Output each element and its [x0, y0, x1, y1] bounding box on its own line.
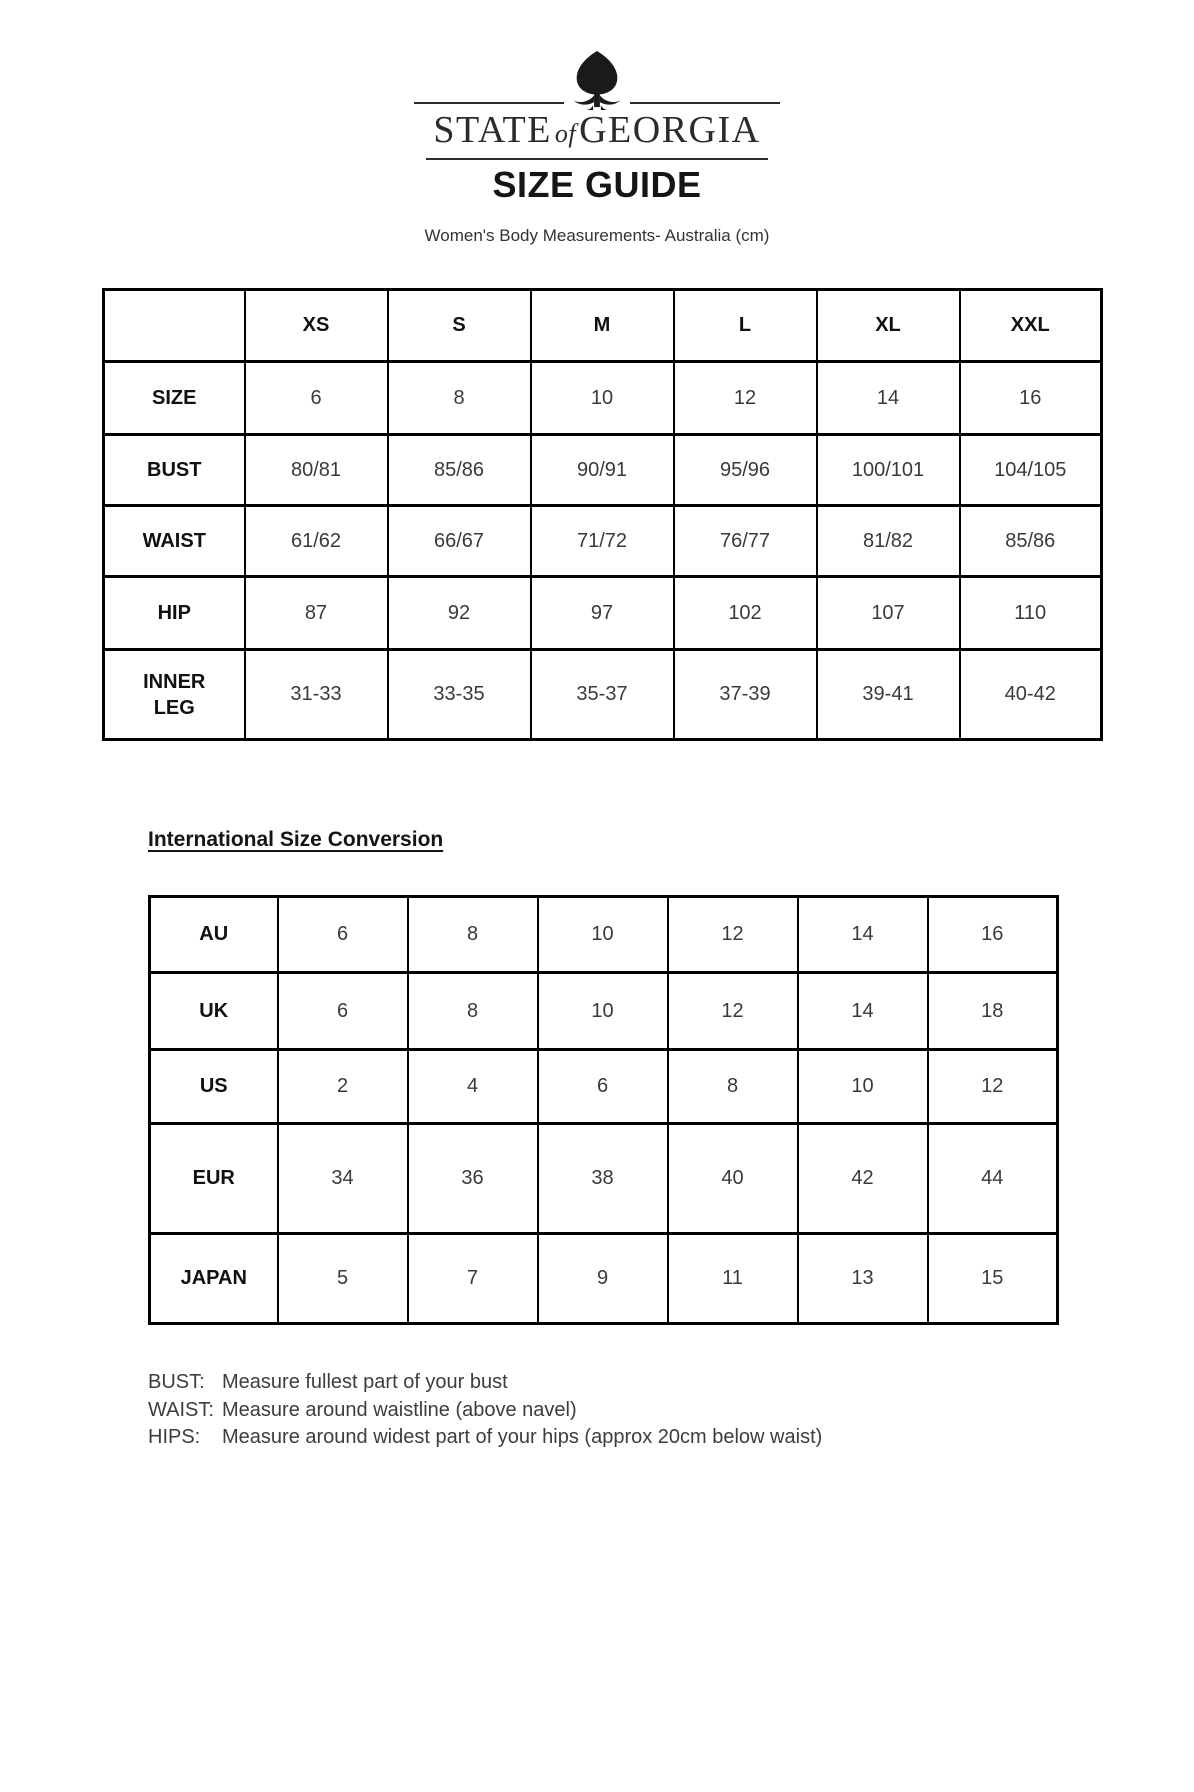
- table-cell: 12: [674, 362, 817, 435]
- table-cell: 14: [798, 973, 928, 1050]
- table-cell: 12: [668, 897, 798, 973]
- table-cell: 6: [278, 973, 408, 1050]
- table-cell: 7: [408, 1234, 538, 1324]
- table-cell: 8: [388, 362, 531, 435]
- table-cell: 42: [798, 1124, 928, 1234]
- table-cell: 80/81: [245, 435, 388, 506]
- table-row-eur: [150, 1124, 1058, 1234]
- table-cell: 44: [928, 1124, 1058, 1234]
- page-subtitle: Women's Body Measurements- Australia (cm): [424, 226, 770, 245]
- table-cell: 8: [668, 1050, 798, 1124]
- table-cell: 71/72: [531, 506, 674, 577]
- brand-logo: [414, 50, 780, 168]
- table-cell: 85/86: [388, 435, 531, 506]
- row-label-waist: WAIST: [104, 506, 245, 577]
- oak-tree-icon: [568, 50, 626, 112]
- table-cell: 34: [278, 1124, 408, 1234]
- table-row-hip: [104, 577, 1102, 650]
- note-row-bust: [148, 1369, 822, 1397]
- measuring-notes: [148, 1369, 822, 1452]
- brand-wordmark: [414, 106, 780, 158]
- column-header-s: S: [388, 290, 531, 362]
- logo-rule-right: [630, 102, 780, 104]
- table-cell: 104/105: [960, 435, 1102, 506]
- table-cell: 36: [408, 1124, 538, 1234]
- table-cell: 81/82: [817, 506, 960, 577]
- table-row-inner-leg: [104, 650, 1102, 740]
- table-cell: 90/91: [531, 435, 674, 506]
- brand-state: STATE: [433, 109, 552, 151]
- row-label-bust: BUST: [104, 435, 245, 506]
- table-cell: 66/67: [388, 506, 531, 577]
- table-cell: 39-41: [817, 650, 960, 740]
- table-cell: 8: [408, 897, 538, 973]
- row-label-size: SIZE: [104, 362, 245, 435]
- table-cell: 107: [817, 577, 960, 650]
- row-label-us: US: [150, 1050, 278, 1124]
- table-cell: 35-37: [531, 650, 674, 740]
- table-cell: 92: [388, 577, 531, 650]
- table-cell: 110: [960, 577, 1102, 650]
- row-label-inner-leg: [104, 650, 245, 740]
- table-cell: 100/101: [817, 435, 960, 506]
- table-row-waist: [104, 506, 1102, 577]
- table-cell: 11: [668, 1234, 798, 1324]
- table-cell: 10: [798, 1050, 928, 1124]
- table-cell: 61/62: [245, 506, 388, 577]
- conversion-heading: International Size Conversion: [148, 828, 444, 851]
- table-cell: 10: [538, 973, 668, 1050]
- table-cell: 33-35: [388, 650, 531, 740]
- column-header-m: M: [531, 290, 674, 362]
- measurements-table: [102, 288, 1103, 741]
- note-label: WAIST:: [148, 1398, 214, 1421]
- measurements-header-row: [104, 290, 1102, 362]
- conversion-table: [148, 895, 1059, 1325]
- row-label-inner-leg-text: INNER LEG: [143, 670, 206, 719]
- table-cell: 2: [278, 1050, 408, 1124]
- table-cell: 18: [928, 973, 1058, 1050]
- note-row-waist: [148, 1397, 822, 1425]
- table-cell: 6: [245, 362, 388, 435]
- table-row-japan: [150, 1234, 1058, 1324]
- table-cell: 97: [531, 577, 674, 650]
- table-cell: 10: [531, 362, 674, 435]
- table-cell: 9: [538, 1234, 668, 1324]
- note-label: HIPS:: [148, 1426, 201, 1448]
- logo-rule-bottom: [426, 158, 768, 160]
- table-cell: 87: [245, 577, 388, 650]
- row-label-hip: HIP: [104, 577, 245, 650]
- table-cell: 12: [928, 1050, 1058, 1124]
- note-text: Measure around widest part of your hips (approx 20cm below waist): [222, 1426, 823, 1448]
- corner-cell: [104, 290, 245, 362]
- table-cell: 6: [538, 1050, 668, 1124]
- row-label-uk: UK: [150, 973, 278, 1050]
- row-label-au: AU: [150, 897, 278, 973]
- note-label: BUST:: [148, 1371, 205, 1393]
- table-cell: 14: [798, 897, 928, 973]
- table-cell: 38: [538, 1124, 668, 1234]
- table-cell: 12: [668, 973, 798, 1050]
- table-row-bust: [104, 435, 1102, 506]
- table-row-us: [150, 1050, 1058, 1124]
- table-row-size: [104, 362, 1102, 435]
- logo-rule-left: [414, 102, 564, 104]
- brand-of: of: [554, 119, 577, 148]
- table-cell: 4: [408, 1050, 538, 1124]
- column-header-xs: XS: [245, 290, 388, 362]
- row-label-japan: JAPAN: [150, 1234, 278, 1324]
- table-row-au: [150, 897, 1058, 973]
- table-cell: 8: [408, 973, 538, 1050]
- column-header-xxl: XXL: [960, 290, 1102, 362]
- note-text: Measure fullest part of your bust: [222, 1371, 508, 1393]
- note-row-hips: [148, 1424, 822, 1452]
- row-label-eur: EUR: [150, 1124, 278, 1234]
- table-cell: 76/77: [674, 506, 817, 577]
- table-cell: 37-39: [674, 650, 817, 740]
- column-header-l: L: [674, 290, 817, 362]
- page-title: SIZE GUIDE: [492, 164, 702, 205]
- table-cell: 31-33: [245, 650, 388, 740]
- table-cell: 102: [674, 577, 817, 650]
- table-cell: 16: [960, 362, 1102, 435]
- table-cell: 10: [538, 897, 668, 973]
- table-cell: 95/96: [674, 435, 817, 506]
- table-row-uk: [150, 973, 1058, 1050]
- table-cell: 40-42: [960, 650, 1102, 740]
- table-cell: 14: [817, 362, 960, 435]
- note-text: Measure around waistline (above navel): [222, 1398, 577, 1421]
- table-cell: 5: [278, 1234, 408, 1324]
- table-cell: 6: [278, 897, 408, 973]
- table-cell: 85/86: [960, 506, 1102, 577]
- table-cell: 16: [928, 897, 1058, 973]
- table-cell: 15: [928, 1234, 1058, 1324]
- table-cell: 40: [668, 1124, 798, 1234]
- column-header-xl: XL: [817, 290, 960, 362]
- brand-georgia: GEORGIA: [579, 109, 761, 151]
- table-cell: 13: [798, 1234, 928, 1324]
